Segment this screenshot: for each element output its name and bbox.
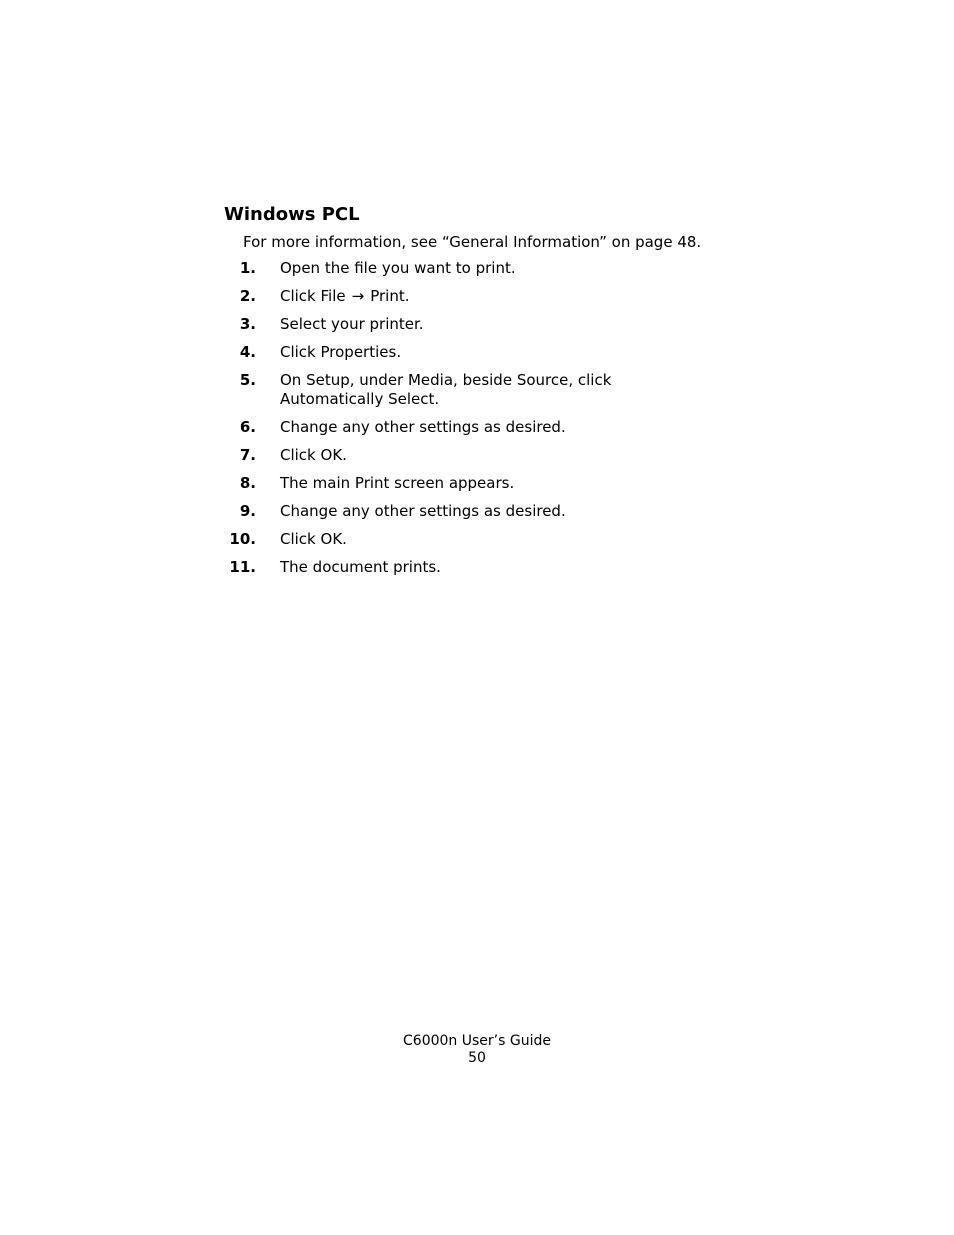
arrow-right-icon: → <box>351 287 365 305</box>
step-number: 4. <box>239 343 256 361</box>
list-item <box>224 287 724 306</box>
step-number: 9. <box>239 502 256 520</box>
step-number: 1. <box>239 259 256 277</box>
list-item <box>224 558 724 577</box>
step-text: Change any other settings as desired. <box>280 418 566 436</box>
list-item <box>224 315 724 334</box>
step-number: 7. <box>239 446 256 464</box>
steps-list <box>224 259 724 586</box>
list-item <box>224 259 724 278</box>
step-number: 5. <box>239 371 256 389</box>
step-text: Click OK. <box>280 446 347 464</box>
step-text: Click Properties. <box>280 343 402 361</box>
step-text: Select your printer. <box>280 315 424 333</box>
guide-title: C6000n User’s Guide <box>403 1033 551 1049</box>
step-text: On Setup, under Media, beside Source, click Automatically Select. <box>280 371 612 408</box>
step-number: 2. <box>239 287 256 305</box>
step-text: Change any other settings as desired. <box>280 502 566 520</box>
list-item <box>224 446 724 465</box>
step-number: 8. <box>239 474 256 492</box>
list-item <box>224 502 724 521</box>
list-item <box>224 418 724 437</box>
step-text: Click OK. <box>280 530 347 548</box>
step-text: The main Print screen appears. <box>280 474 515 492</box>
step-number: 6. <box>239 418 256 436</box>
step-number: 10. <box>229 530 256 548</box>
page-footer <box>0 1033 954 1067</box>
section-title: Windows PCL <box>224 204 360 225</box>
list-item <box>224 530 724 549</box>
step-text <box>280 287 640 306</box>
list-item <box>224 474 724 493</box>
list-item <box>224 343 724 362</box>
step-text: Open the file you want to print. <box>280 259 516 277</box>
step-number: 3. <box>239 315 256 333</box>
step-text-after: Print. <box>370 287 410 305</box>
step-text-before: Click File <box>280 287 346 305</box>
page-number: 50 <box>468 1050 486 1066</box>
step-number: 11. <box>229 558 256 576</box>
step-text: The document prints. <box>280 558 441 576</box>
intro-text: For more information, see “General Information” on page 48. <box>243 233 702 251</box>
list-item <box>224 371 724 409</box>
